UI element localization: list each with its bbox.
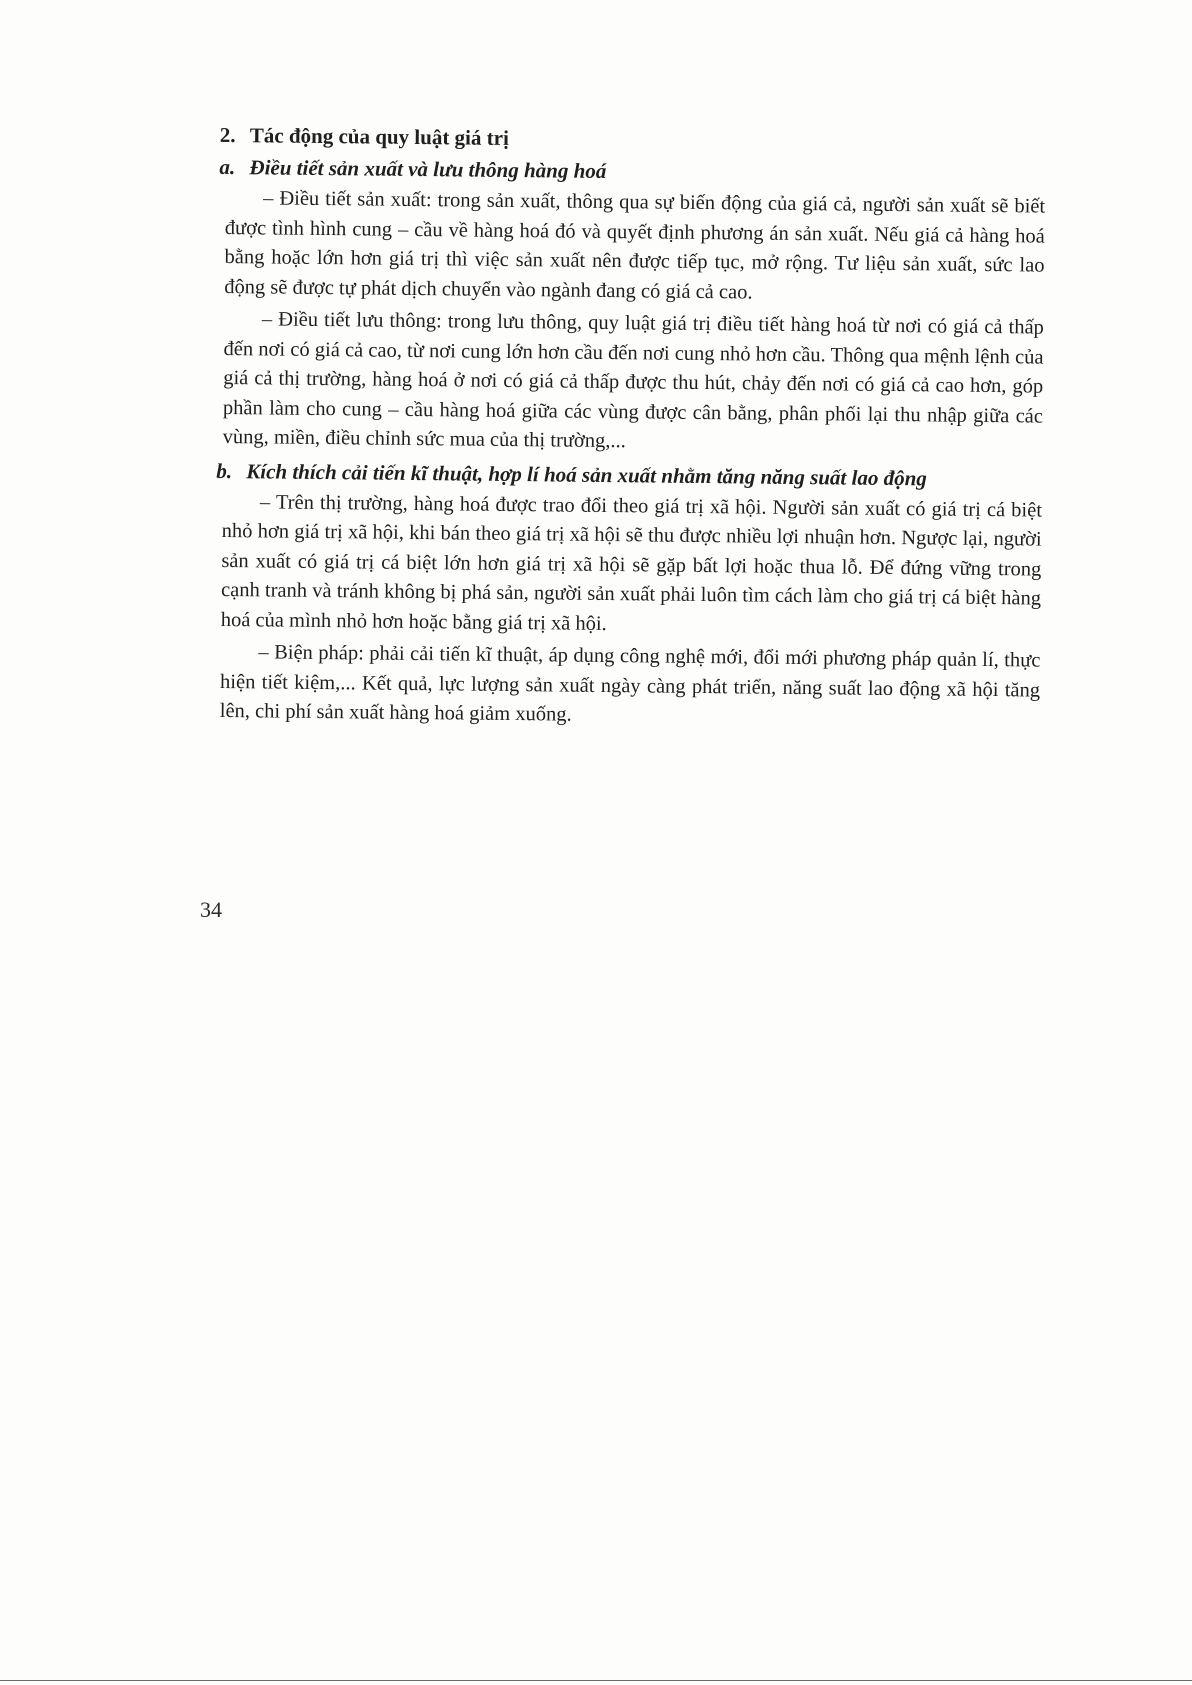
section-title: Tác động của quy luật giá trị (249, 123, 509, 150)
section-number: 2. (219, 122, 236, 148)
paragraph: – Điều tiết sản xuất: trong sản xuất, thông qua sự biến động của giá cả, người sản xuất sẽ biết được tình hình cung – cầu về hàng hoá đó và quyết định phương án sản xuất. Nếu giá cả hàng hoá bằng hoặc lớn hơn giá trị thì việc sản xuất nên được tiếp tục, mở rộng. Tư liệu sản xuất, sức lao động sẽ được tự phát dịch chuyển vào ngành đang có giá cả cao. (224, 187, 1046, 304)
subsection-a-label: a. (219, 154, 236, 180)
paragraph: – Trên thị trường, hàng hoá được trao đổi theo giá trị xã hội. Người sản xuất có giá trị cá biệt nhỏ hơn giá trị xã hội, khi bán theo giá trị xã hội sẽ thu được nhiều lợi nhuận hơn. Ngược lại, người sản xuất có giá trị cá biệt lớn hơn giá trị xã hội sẽ gặp bất lợi hoặc thua lỗ. Để đứng vững trong cạnh tranh và tránh không bị phá sản, người sản xuất phải luôn tìm cách làm cho giá trị cá biệt hàng hoá của mình nhỏ hơn hoặc bằng giá trị xã hội. (220, 490, 1043, 635)
scan-edge-line (0, 1680, 1192, 1681)
paragraph: – Biện pháp: phải cải tiến kĩ thuật, áp dụng công nghệ mới, đổi mới phương pháp quản lí, thực hiện tiết kiệm,... Kết quả, lực lượng sản xuất ngày càng phát triển, năng suất lao động xã hội tăng lên, chi phí sản xuất hàng hoá giảm xuống. (219, 641, 1041, 726)
subsection-b-label: b. (216, 458, 233, 483)
page-number: 34 (200, 897, 222, 922)
paragraph: – Điều tiết lưu thông: trong lưu thông, quy luật giá trị điều tiết hàng hoá từ nơi có giá cả thấp đến nơi có giá cả cao, từ nơi cung lớn hơn cầu đến nơi cung nhỏ hơn cầu. Thông qua mệnh lệnh của giá cả thị trường, hàng hoá ở nơi có giá cả thấp được thu hút, chảy đến nơi có giá cả cao hơn, góp phần làm cho cung – cầu hàng hoá giữa các vùng được cân bằng, phân phối lại thu nhập giữa các vùng, miền, điều chỉnh sức mua của thị trường,... (222, 308, 1044, 453)
subsection-b-title: Kích thích cải tiến kĩ thuật, hợp lí hoá sản xuất nhằm tăng năng suất lao động (246, 458, 927, 490)
page-content (216, 120, 1046, 738)
subsection-a-title: Điều tiết sản xuất và lưu thông hàng hoá (249, 155, 607, 183)
